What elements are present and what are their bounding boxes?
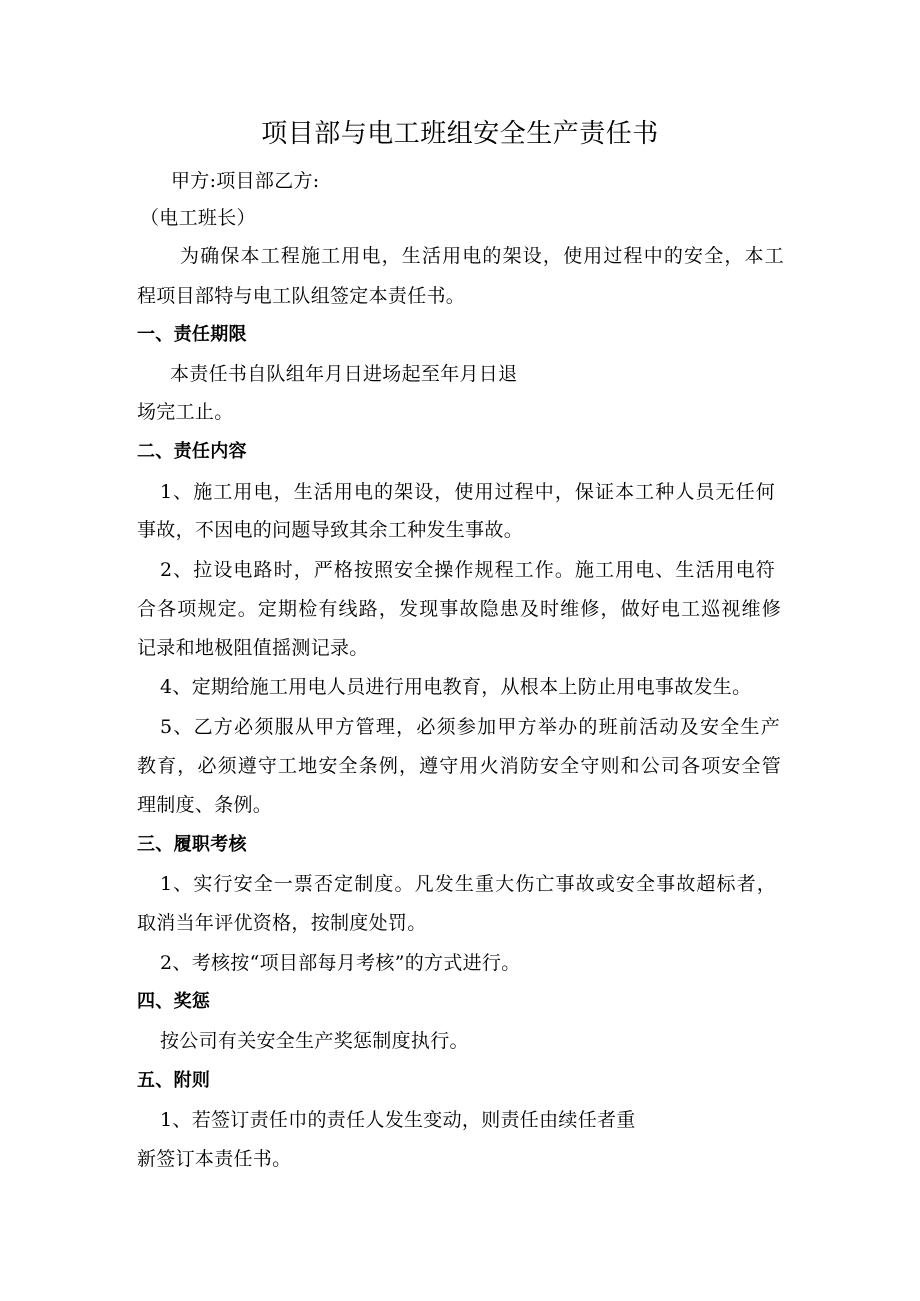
- section-heading-appendix: 五、附则: [137, 1070, 211, 1091]
- intro-line-1: 为确保本工程施工用电，生活用电的架设，使用过程中的安全，本工: [180, 245, 784, 267]
- rewards-line-1: 按公司有关安全生产奖惩制度执行。: [160, 1030, 469, 1052]
- section-heading-content: 二、责任内容: [137, 441, 247, 462]
- term-line-2: 场完工止。: [137, 401, 234, 423]
- appendix-item-1-line-1: 1、若签订责任巾的责任人发生变动，则责任由续任者重: [160, 1109, 636, 1131]
- content-item-5-line-2: 教育，必须遵守工地安全条例，遵守用火消防安全守则和公司各项安全管: [137, 755, 781, 777]
- section-heading-term: 一、责任期限: [137, 324, 247, 345]
- assessment-item-1-line-1: 1、实行安全一票否定制度。凡发生重大伤亡事故或安全事故超标者，: [160, 873, 776, 895]
- content-item-2-line-2: 合各项规定。定期检有线路，发现事故隐患及时维修，做好电工巡视维修: [137, 598, 781, 620]
- intro-line-2: 程项目部特与电工队组签定本责任书。: [137, 285, 466, 307]
- content-item-5-line-1: 5、乙方必须服从甲方管理，必须参加甲方举办的班前活动及安全生产: [160, 716, 780, 738]
- content-item-1-line-1: 1、施工用电，生活用电的架设，使用过程中，保证本工种人员无任何: [160, 481, 775, 503]
- assessment-item-1-line-2: 取消当年评优资格，按制度处罚。: [137, 912, 427, 934]
- content-item-5-line-3: 理制度、条例。: [137, 794, 273, 816]
- document-title: 项目部与电工班组安全生产责任书: [261, 119, 659, 149]
- party-b-role: （电工班长）: [140, 207, 256, 229]
- parties-line: 甲方:项目部乙方:: [171, 170, 320, 192]
- content-item-2-line-3: 记录和地极阻值摇测记录。: [137, 637, 369, 659]
- assessment-item-2-line-1: 2、考核按“项目部每月考核”的方式进行。: [160, 952, 521, 974]
- content-item-2-line-1: 2、拉设电路时，严格按照安全操作规程工作。施工用电、生活用电符: [160, 559, 775, 581]
- term-line-1: 本责任书自队组年月日进场起至年月日退: [170, 363, 518, 385]
- content-item-4-line-1: 4、定期给施工用电人员进行用电教育，从根本上防止用电事故发生。: [160, 676, 752, 698]
- appendix-item-1-line-2: 新签订本责任书。: [137, 1148, 292, 1170]
- section-heading-assessment: 三、履职考核: [137, 834, 247, 855]
- content-item-1-line-2: 事故，不因电的问题导致其余工种发生事故。: [137, 519, 524, 541]
- section-heading-rewards: 四、奖惩: [137, 991, 211, 1012]
